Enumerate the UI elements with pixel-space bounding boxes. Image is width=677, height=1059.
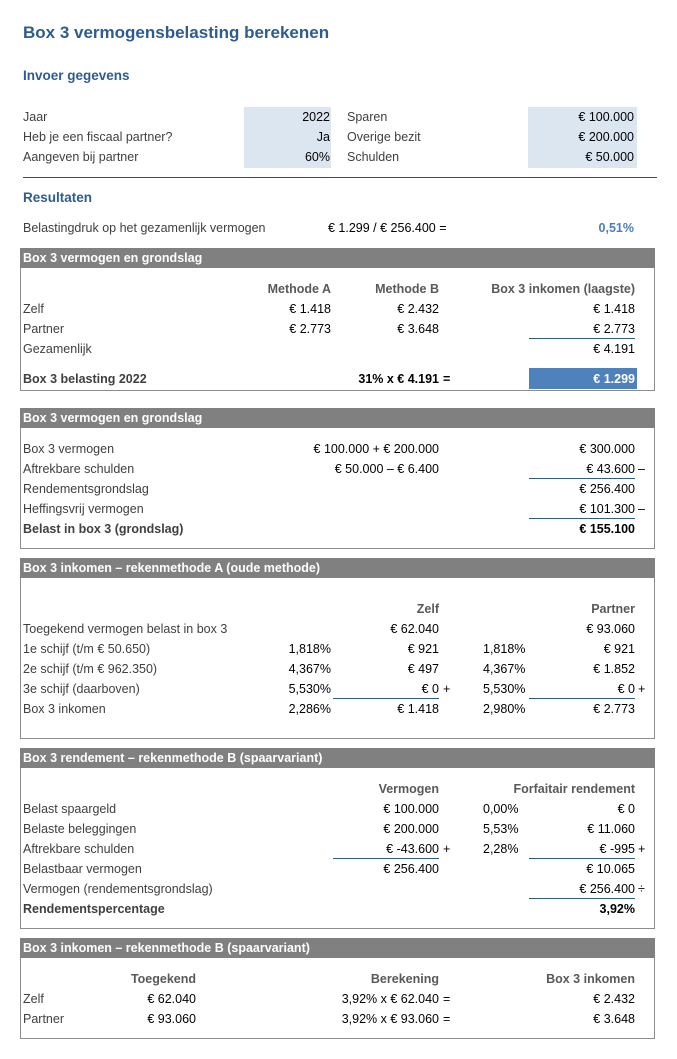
section-header: Box 3 inkomen – rekenmethode B (spaarvariant) — [20, 938, 655, 958]
operator-sign: = — [443, 992, 451, 1006]
row-label: Zelf — [23, 992, 44, 1006]
cell-value: 3,92% x € 93.060 — [341, 1012, 439, 1026]
cell-value: € 100.000 — [383, 802, 439, 816]
operator-sign: = — [443, 372, 451, 386]
cell-value: € 101.300 — [579, 502, 635, 516]
table-row — [21, 619, 656, 639]
column-header-row — [21, 969, 656, 989]
row-label: Box 3 inkomen — [23, 702, 106, 716]
section-header: Box 3 rendement – rekenmethode B (spaarvariant) — [20, 748, 655, 768]
row-label: Aftrekbare schulden — [23, 842, 135, 856]
cell-value: € 0 — [617, 802, 635, 816]
table-row — [21, 459, 656, 479]
cell-value: 2,980% — [483, 702, 526, 716]
cell-value: € 1.418 — [593, 302, 635, 316]
row-label: Aftrekbare schulden — [23, 462, 135, 476]
table-row — [21, 499, 656, 519]
cell-value: € 62.040 — [390, 622, 439, 636]
table-row — [21, 519, 656, 539]
operator-sign: + — [443, 842, 451, 856]
divider — [23, 177, 657, 178]
cell-value: Forfaitair rendement — [513, 782, 635, 796]
table-row — [21, 839, 656, 859]
row-label: Belast in box 3 (grondslag) — [23, 522, 184, 536]
table-row — [21, 989, 656, 1009]
table-row — [21, 1009, 656, 1029]
cell-value: 2,286% — [288, 702, 331, 716]
cell-value: 4,367% — [483, 662, 526, 676]
results-formula: € 1.299 / € 256.400 = — [328, 221, 447, 235]
cell-value: € 93.060 — [586, 622, 635, 636]
cell-value: € 93.060 — [147, 1012, 196, 1026]
operator-sign: – — [638, 462, 645, 476]
table-row — [21, 319, 656, 339]
operator-sign: + — [638, 682, 646, 696]
cell-value: € 256.400 — [383, 862, 439, 876]
row-label: Toegekend vermogen belast in box 3 — [23, 622, 228, 636]
cell-value: 1,818% — [483, 642, 526, 656]
cell-value: Vermogen — [378, 782, 439, 796]
cell-value: € 62.040 — [147, 992, 196, 1006]
row-label: Vermogen (rendementsgrondslag) — [23, 882, 213, 896]
input-savings[interactable]: € 100.000 — [578, 110, 634, 124]
cell-value: € 1.418 — [289, 302, 331, 316]
cell-value: € 200.000 — [383, 822, 439, 836]
cell-value: € 3.648 — [593, 1012, 635, 1026]
cell-value: € 1.299 — [593, 372, 635, 386]
column-header-row — [21, 599, 656, 619]
table-row — [21, 859, 656, 879]
cell-value: € 100.000 + € 200.000 — [313, 442, 439, 456]
input-year[interactable]: 2022 — [302, 110, 330, 124]
cell-value: Box 3 inkomen (laagste) — [491, 282, 635, 296]
cell-value: 31% x € 4.191 — [358, 372, 439, 386]
operator-sign: = — [443, 1012, 451, 1026]
input-label-savings: Sparen — [347, 110, 388, 124]
section-header: Box 3 vermogen en grondslag — [20, 408, 655, 428]
table-row — [21, 899, 656, 919]
cell-value: € 1.852 — [593, 662, 635, 676]
cell-value: 3,92% — [599, 902, 635, 916]
cell-value: € 2.773 — [593, 702, 635, 716]
results-label: Belastingdruk op het gezamenlijk vermogen — [23, 221, 266, 235]
cell-value: 5,53% — [483, 822, 519, 836]
row-label: Rendementspercentage — [23, 902, 165, 916]
cell-value: € 155.100 — [579, 522, 635, 536]
column-header-row — [21, 279, 656, 299]
operator-sign: + — [638, 842, 646, 856]
cell-value: € 0 — [617, 682, 635, 696]
cell-value: 2,28% — [483, 842, 519, 856]
row-label: 1e schijf (t/m € 50.650) — [23, 642, 151, 656]
cell-value: € -43.600 — [386, 842, 439, 856]
row-label: Heffingsvrij vermogen — [23, 502, 144, 516]
cell-value: € 1.418 — [397, 702, 439, 716]
cell-value: € 256.400 — [579, 482, 635, 496]
cell-value: 1,818% — [288, 642, 331, 656]
section-2 — [20, 408, 655, 549]
row-label: Zelf — [23, 302, 44, 316]
row-label: 2e schijf (t/m € 962.350) — [23, 662, 158, 676]
table-row — [21, 819, 656, 839]
input-partner-share[interactable]: 60% — [304, 150, 330, 164]
input-label-other-assets: Overige bezit — [347, 130, 421, 144]
section-4 — [20, 748, 655, 929]
cell-value: € 2.773 — [289, 322, 331, 336]
cell-value: € 921 — [407, 642, 439, 656]
column-header-row — [21, 779, 656, 799]
cell-value: € 921 — [603, 642, 635, 656]
cell-value: 3,92% x € 62.040 — [341, 992, 439, 1006]
cell-value: € -995 — [599, 842, 635, 856]
cell-value: Zelf — [416, 602, 439, 616]
cell-value: € 497 — [407, 662, 439, 676]
cell-value: € 0 — [421, 682, 439, 696]
table-row — [21, 299, 656, 319]
input-label-debts: Schulden — [347, 150, 400, 164]
cell-value: Box 3 inkomen — [546, 972, 635, 986]
input-debts[interactable]: € 50.000 — [585, 150, 634, 164]
row-label: 3e schijf (daarboven) — [23, 682, 140, 696]
cell-value: € 2.432 — [397, 302, 439, 316]
cell-value: Partner — [591, 602, 635, 616]
section-header: Box 3 vermogen en grondslag — [20, 248, 655, 268]
cell-value: € 2.773 — [593, 322, 635, 336]
page-title: Box 3 vermogensbelasting berekenen — [23, 23, 330, 42]
section-1 — [20, 248, 655, 391]
operator-sign: ÷ — [638, 882, 645, 896]
row-label: Partner — [23, 322, 64, 336]
cell-value: Methode B — [375, 282, 439, 296]
row-label: Box 3 belasting 2022 — [23, 372, 147, 386]
table-row — [21, 369, 656, 389]
cell-value: € 50.000 – € 6.400 — [334, 462, 439, 476]
table-row — [21, 879, 656, 899]
cell-value: Berekening — [370, 972, 439, 986]
table-row — [21, 699, 656, 719]
table-row — [21, 339, 656, 359]
row-label: Belast spaargeld — [23, 802, 117, 816]
table-row — [21, 639, 656, 659]
row-label: Belaste beleggingen — [23, 822, 137, 836]
cell-value: € 11.060 — [587, 822, 635, 836]
input-partner[interactable]: Ja — [316, 130, 330, 144]
row-label: Box 3 vermogen — [23, 442, 115, 456]
input-label-year: Jaar — [23, 110, 48, 124]
cell-value: € 4.191 — [593, 342, 635, 356]
cell-value: € 3.648 — [397, 322, 439, 336]
results-value: 0,51% — [598, 221, 634, 235]
cell-value: € 10.065 — [586, 862, 635, 876]
cell-value: 0,00% — [483, 802, 519, 816]
section-header: Box 3 inkomen – rekenmethode A (oude methode) — [20, 558, 655, 578]
input-label-partner: Heb je een fiscaal partner? — [23, 130, 173, 144]
cell-value: € 300.000 — [579, 442, 635, 456]
cell-value: 5,530% — [288, 682, 331, 696]
input-other-assets[interactable]: € 200.000 — [578, 130, 634, 144]
input-heading: Invoer gegevens — [23, 68, 130, 83]
row-label: Belastbaar vermogen — [23, 862, 142, 876]
cell-value: € 43.600 — [586, 462, 635, 476]
table-row — [21, 439, 656, 459]
results-heading: Resultaten — [23, 190, 93, 205]
operator-sign: + — [443, 682, 451, 696]
table-row — [21, 659, 656, 679]
cell-value: 5,530% — [483, 682, 526, 696]
section-3 — [20, 558, 655, 739]
operator-sign: – — [638, 502, 645, 516]
cell-value: 4,367% — [288, 662, 331, 676]
input-label-partner-share: Aangeven bij partner — [23, 150, 139, 164]
cell-value: € 2.432 — [593, 992, 635, 1006]
row-label: Partner — [23, 1012, 64, 1026]
cell-value: Toegekend — [130, 972, 196, 986]
row-label: Rendementsgrondslag — [23, 482, 149, 496]
cell-value: Methode A — [267, 282, 331, 296]
section-5 — [20, 938, 655, 1039]
table-row — [21, 679, 656, 699]
cell-value: € 256.400 — [579, 882, 635, 896]
row-label: Gezamenlijk — [23, 342, 92, 356]
table-row — [21, 479, 656, 499]
table-row — [21, 799, 656, 819]
